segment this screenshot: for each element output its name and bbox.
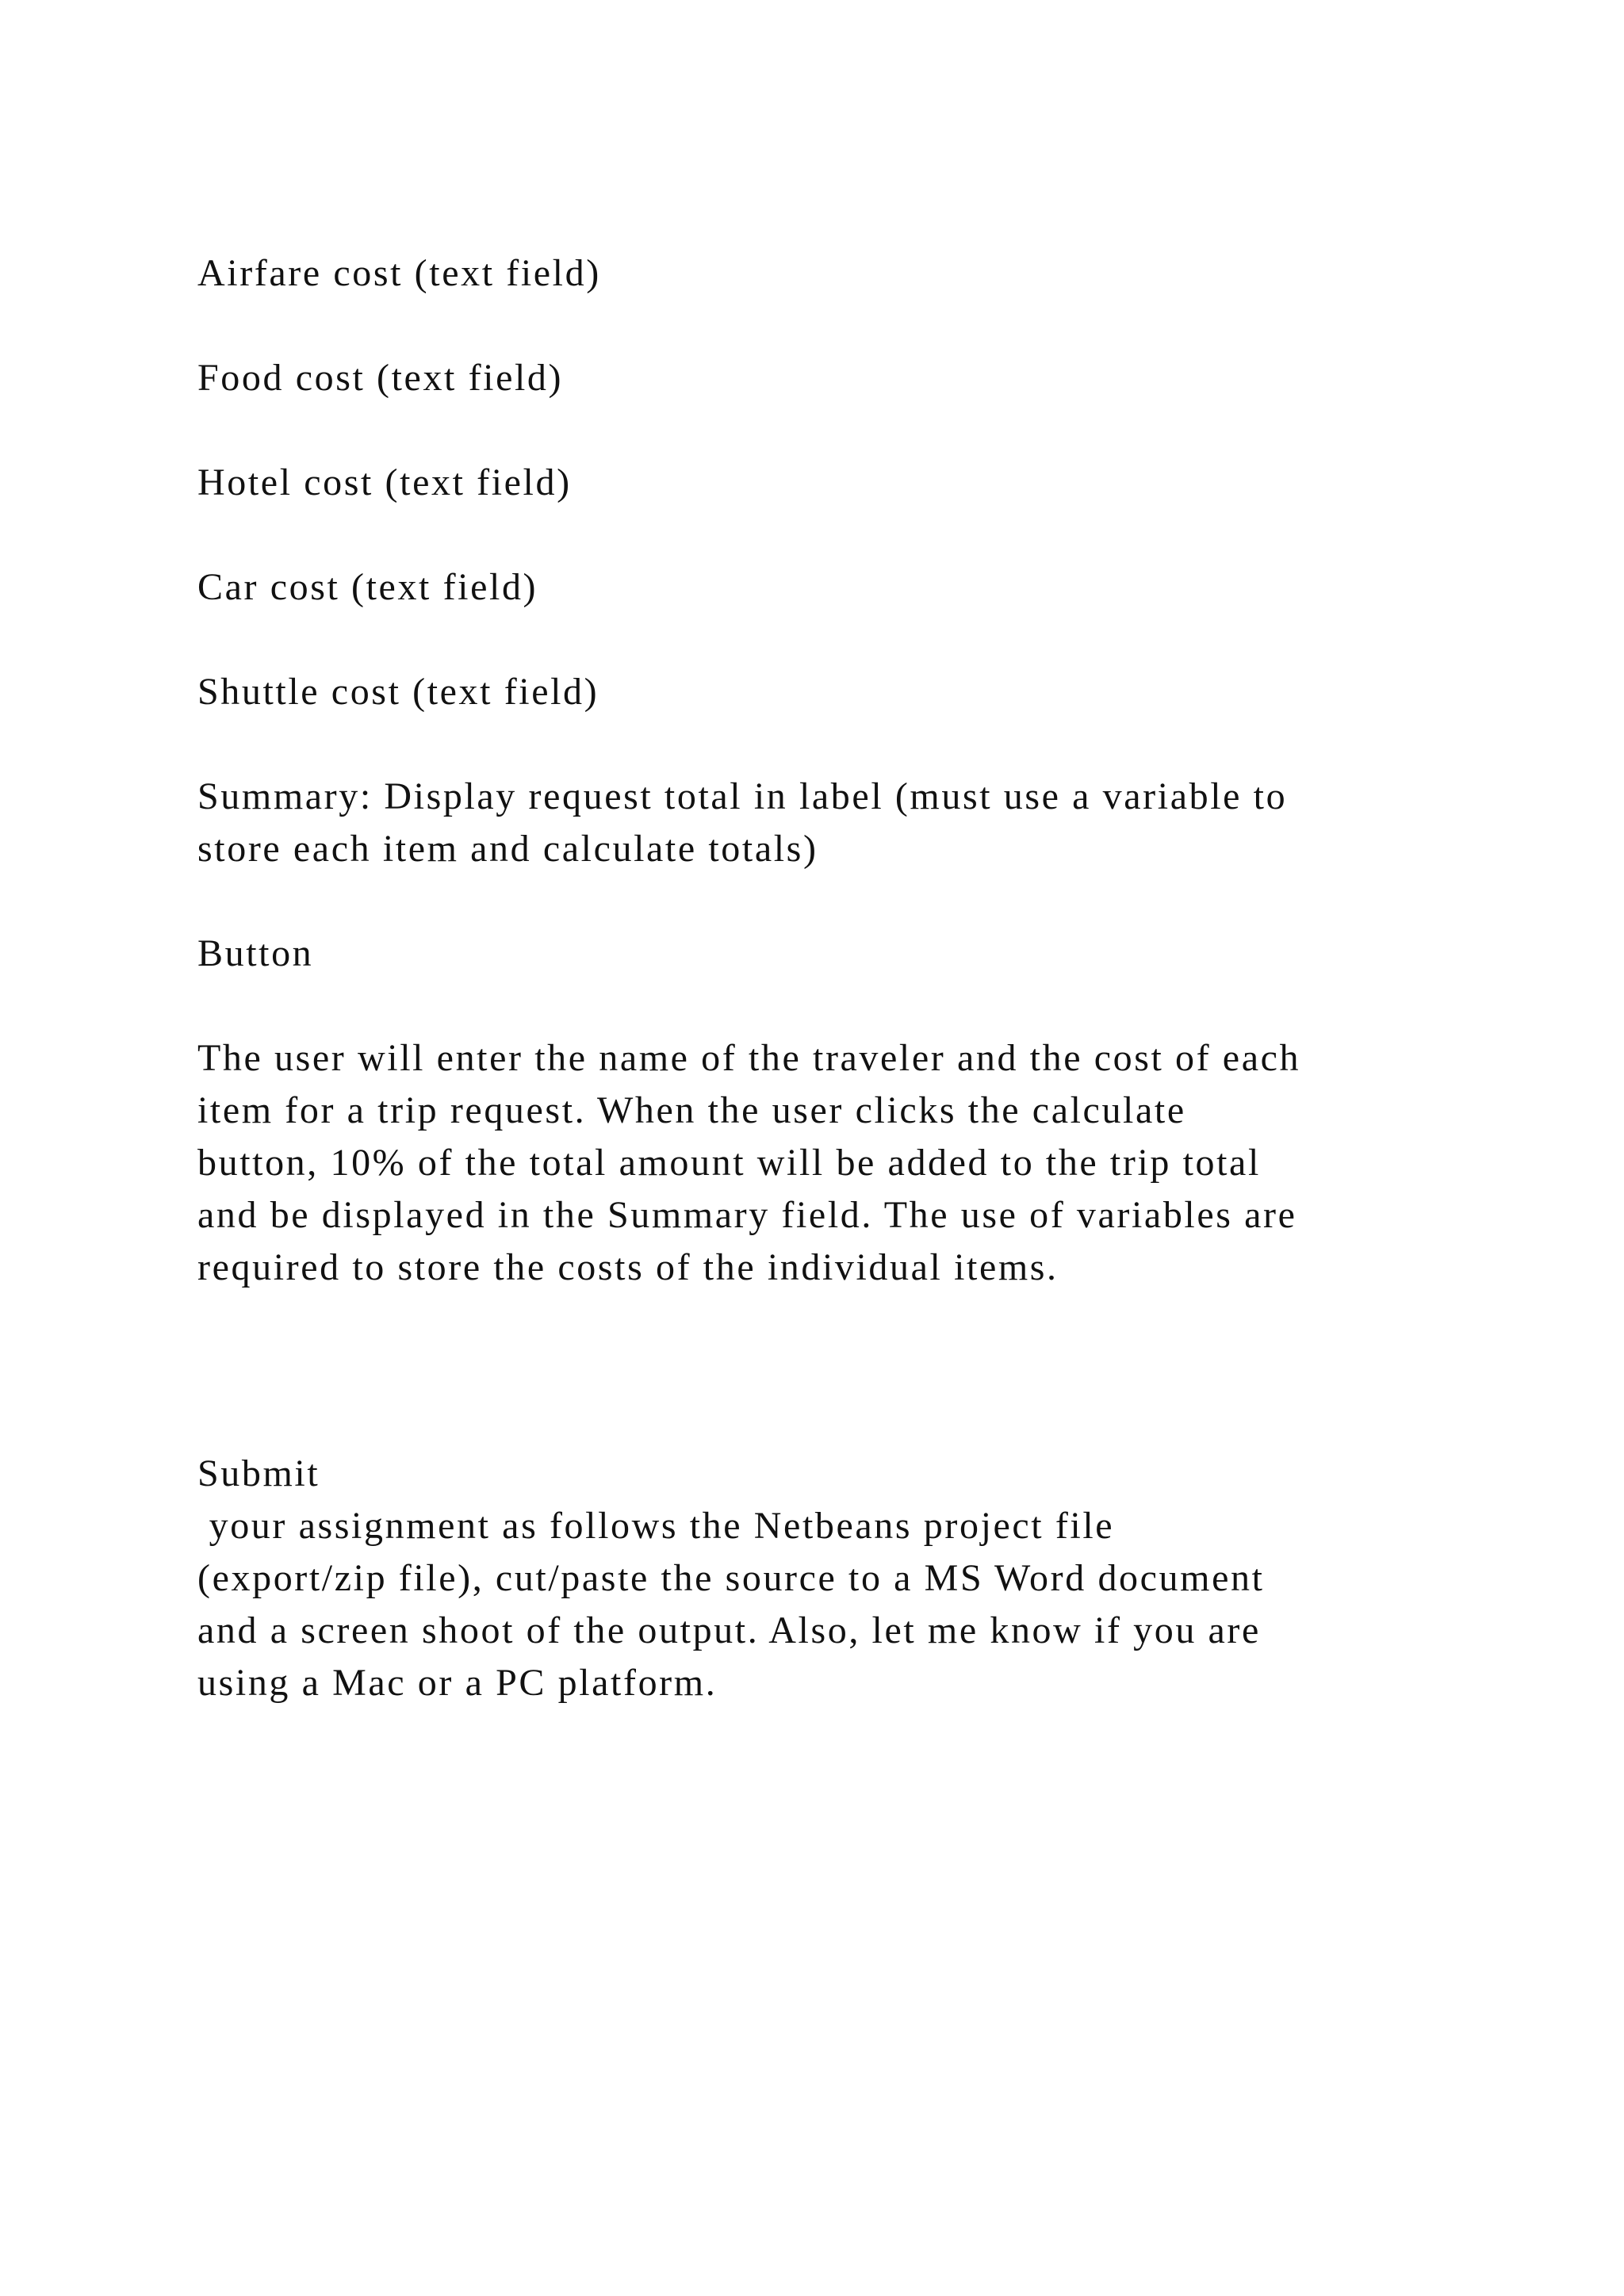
summary-line-1: Summary: Display request total in label (must use a variable to (197, 775, 1288, 817)
description-line-2: item for a trip request. When the user clicks the calculate (197, 1089, 1186, 1131)
submit-line-4: using a Mac or a PC platform. (197, 1662, 718, 1704)
description-line-1: The user will enter the name of the traveler and the cost of each (197, 1037, 1301, 1079)
food-cost-item: Food cost (text field) (197, 357, 564, 399)
description-line-5: required to store the costs of the individual items. (197, 1246, 1059, 1288)
description-line-4: and be displayed in the Summary field. The use of variables are (197, 1194, 1297, 1236)
button-item: Button (197, 932, 314, 974)
submit-heading: Submit (197, 1452, 320, 1494)
hotel-cost-item: Hotel cost (text field) (197, 461, 572, 503)
airfare-cost-item: Airfare cost (text field) (197, 252, 601, 294)
submit-line-3: and a screen shoot of the output. Also, let me know if you are (197, 1609, 1261, 1651)
submit-line-2: (export/zip file), cut/paste the source to a MS Word document (197, 1557, 1265, 1599)
submit-line-1: your assignment as follows the Netbeans project file (197, 1505, 1115, 1547)
car-cost-item: Car cost (text field) (197, 566, 538, 608)
shuttle-cost-item: Shuttle cost (text field) (197, 671, 599, 713)
summary-line-2: store each item and calculate totals) (197, 828, 818, 870)
description-line-3: button, 10% of the total amount will be added to the trip total (197, 1142, 1261, 1184)
